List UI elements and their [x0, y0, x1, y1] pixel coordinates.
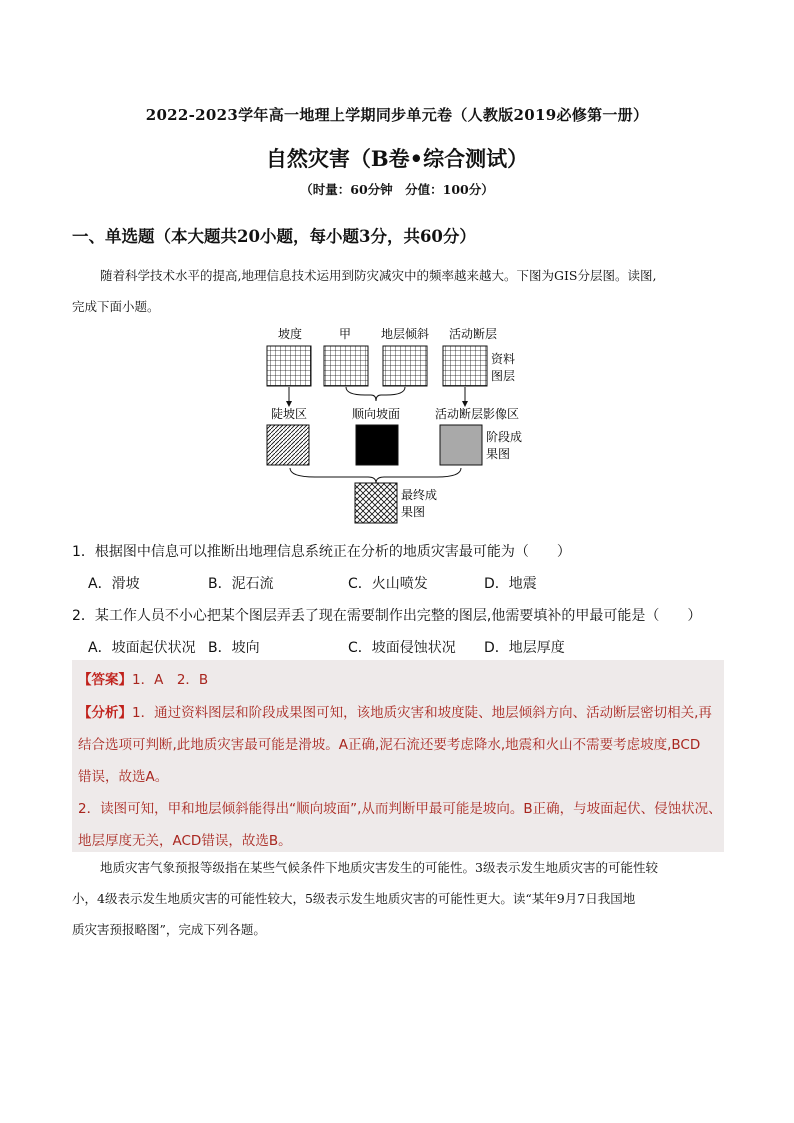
- final-result: [355, 483, 397, 523]
- grid-strata: [383, 346, 427, 386]
- label-final-1: 最终成: [401, 488, 438, 502]
- question-1-options: [88, 573, 537, 593]
- q1-option-d[interactable]: D．地震: [484, 576, 537, 592]
- analysis-line-4: 2．读图可知，甲和地层倾斜能得出“顺向坡面”,从而判断甲最可能是坡向。B正确，与坡面起伏、侵蚀状况、: [78, 801, 722, 817]
- label-stage-1: 阶段成: [486, 430, 523, 444]
- exam-meta: （时量：60分钟 分值：100分）: [300, 182, 494, 197]
- q2-option-d[interactable]: D．地层厚度: [484, 640, 565, 656]
- label-steep-area: 陡坡区: [270, 407, 308, 421]
- section-heading: 一、单选题（本大题共20小题，每小题3分，共60分）: [72, 227, 476, 246]
- intro2-line-1: 地质灾害气象预报等级指在某些气候条件下地质灾害发生的可能性。3级表示发生地质灾害的可能性较: [100, 860, 658, 875]
- q2-option-a[interactable]: A．坡面起伏状况: [88, 640, 196, 656]
- q2-option-b[interactable]: B．坡向: [208, 640, 260, 656]
- q1-option-b[interactable]: B．泥石流: [208, 576, 274, 592]
- stage-steep-area: [267, 425, 309, 465]
- answer-text: 1．A 2．B: [132, 672, 209, 688]
- grid-fault: [443, 346, 487, 386]
- label-jia: 甲: [338, 327, 352, 341]
- question-1: 1．根据图中信息可以推断出地理信息系统正在分析的地质灾害最可能为（ ）: [72, 544, 571, 560]
- label-stage-2: 果图: [486, 447, 511, 461]
- label-final-2: 果图: [401, 505, 426, 519]
- analysis-line-3: 错误，故选A。: [78, 769, 169, 785]
- q1-option-c[interactable]: C．火山喷发: [348, 576, 428, 592]
- stage-fault-image: [440, 425, 482, 465]
- analysis-line-2: 结合选项可判断,此地质灾害最可能是滑坡。A正确,泥石流还要考虑降水,地震和火山不需要考虑坡度,BCD: [78, 737, 701, 753]
- answer-box: [72, 660, 724, 852]
- analysis-text-1: 1．通过资料图层和阶段成果图可知，该地质灾害和坡度陡、地层倾斜方向、活动断层密切相关,再: [132, 705, 712, 721]
- label-strata-tilt: 地层倾斜: [380, 327, 430, 341]
- intro-line-2: 完成下面小题。: [72, 299, 160, 314]
- analysis-line-5: 地层厚度无关，ACD错误，故选B。: [78, 833, 292, 849]
- question-2: 2．某工作人员不小心把某个图层弄丢了现在需要制作出完整的图层,他需要填补的甲最可能是（ ）: [72, 608, 702, 624]
- stage-dip-slope: [356, 425, 398, 465]
- intro2-line-2: 小，4级表示发生地质灾害的可能性较大，5级表示发生地质灾害的可能性更大。读“某年9月7日我国地: [72, 891, 636, 906]
- answer-tag: 【答案】: [78, 672, 132, 688]
- label-data-layer-1: 资料: [491, 352, 516, 366]
- label-dip-slope: 顺向坡面: [351, 407, 401, 421]
- question-2-options: [88, 637, 565, 657]
- label-active-fault: 活动断层: [448, 327, 498, 341]
- grid-slope: [267, 346, 311, 386]
- label-fault-image-area: 活动断层影像区: [434, 407, 520, 421]
- q2-option-c[interactable]: C．坡面侵蚀状况: [348, 640, 456, 656]
- intro-paragraph-1: [72, 260, 722, 322]
- q1-option-a[interactable]: A．滑坡: [88, 576, 140, 592]
- gis-layer-diagram: [255, 325, 555, 525]
- grid-jia: [324, 346, 368, 386]
- analysis-tag: 【分析】: [78, 705, 132, 721]
- intro-paragraph-2: [72, 852, 722, 945]
- exam-title: 自然灾害（B卷•综合测试）: [265, 146, 529, 171]
- answer-line: [78, 668, 208, 688]
- label-data-layer-2: 图层: [491, 369, 516, 383]
- exam-subtitle: 2022-2023学年高一地理上学期同步单元卷（人教版2019必修第一册）: [145, 106, 649, 124]
- analysis-line-1: [78, 701, 712, 721]
- label-slope: 坡度: [277, 327, 303, 341]
- intro2-line-3: 质灾害预报略图”，完成下列各题。: [72, 922, 266, 937]
- intro-line-1: 随着科学技术水平的提高,地理信息技术运用到防灾减灾中的频率越来越大。下图为GIS分层图。读图,: [100, 268, 657, 283]
